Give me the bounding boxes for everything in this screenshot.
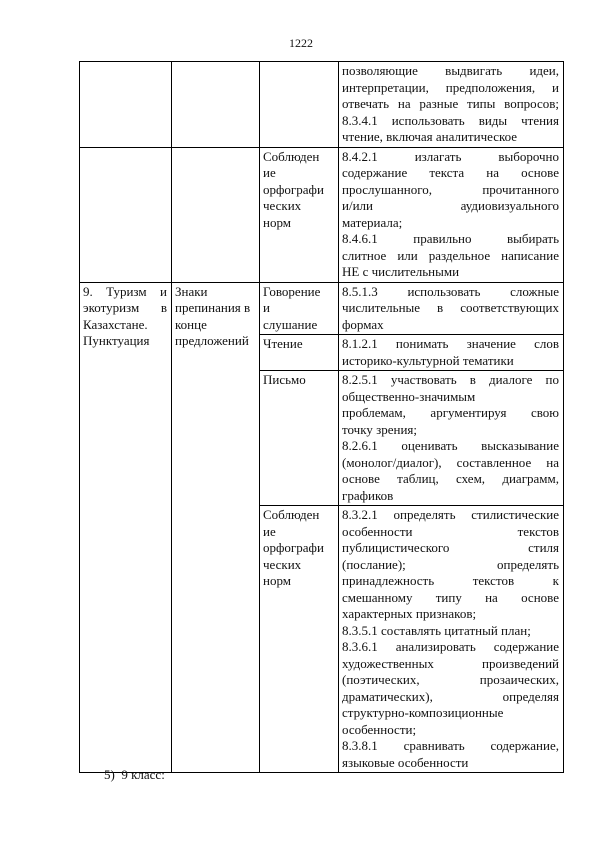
objective-line: (послание); определять [342,556,559,572]
skill-line: орфографи [263,181,324,197]
skill-cell [260,335,339,371]
objectives-cell [339,335,564,371]
objective-line: 8.5.1.3 использовать сложные [342,283,559,299]
objective-line: 8.2.6.1 оценивать высказывание [342,438,559,453]
objective-line: позволяющие выдвигать идеи, [342,63,559,78]
objective-line: историко-культурной тематики [342,352,514,368]
objective-line: структурно-композиционные [342,705,504,720]
section-cell [80,62,172,148]
objectives-cell [339,371,564,506]
objective-line: числительные в соответствующих [342,300,559,315]
objective-line: основе таблиц, схем, диаграмм, [342,471,559,486]
objective-line: 8.4.2.1 излагать выборочно [342,148,559,164]
objective-line: (монолог/диалог), составленное на [342,454,559,470]
objectives-cell [339,62,564,148]
objective-line: и/или аудиовизуального [342,198,559,213]
skill-line: ие [263,523,276,539]
objective-line: художественных произведений [342,655,559,671]
list-item-number: 5) [104,767,115,782]
topic-cell [172,147,260,282]
objective-line: содержание текста на основе [342,165,559,180]
skill-cell [260,62,339,148]
objectives-cell [339,147,564,282]
skill-line: норм [263,214,291,230]
topic-line: конце [175,316,207,332]
objective-line: материала; [342,214,403,230]
list-item [104,767,165,783]
skill-line: Соблюден [263,507,320,522]
skill-line: и [263,300,270,315]
objective-line: принадлежность текстов к [342,573,559,588]
table-row [80,282,564,335]
objective-line: особенности; [342,721,417,737]
page-number: 1222 [289,36,313,50]
skill-cell [260,147,339,282]
objective-line: общественно-значимым [342,388,476,404]
section-line: 9. Туризм и [83,283,167,299]
objective-line: формах [342,316,384,332]
topic-line: Знаки [175,283,208,299]
topic-line: предложений [175,333,249,348]
skill-cell [260,371,339,506]
skill-line: слушание [263,316,318,332]
objective-line: НЕ с числительными [342,264,460,279]
section-line: экотуризм в [83,300,167,315]
curriculum-table [79,61,564,773]
skill-line: Письмо [263,372,306,387]
topic-cell [172,282,260,773]
objective-line: 8.2.5.1 участвовать в диалоге по [342,372,559,387]
objective-line: точку зрения; [342,421,418,437]
table-row [80,147,564,282]
objective-line: графиков [342,487,394,503]
objective-line: 8.3.6.1 анализировать содержание [342,639,559,654]
objective-line: прослушанного, прочитанного [342,181,559,197]
topic-line: препинания в [175,300,251,315]
skill-line: норм [263,573,291,588]
section-line: Казахстане. [83,316,148,332]
objective-line: публицистического стиля [342,540,559,555]
table-row [80,62,564,148]
objective-line: отвечать на разные типы вопросов; [342,96,559,111]
section-cell [80,282,172,773]
objective-line: драматических), определяя [342,688,559,704]
skill-line: ческих [263,198,302,213]
skill-line: Говорение [263,283,321,299]
skill-line: ие [263,165,276,180]
objective-line: особенности текстов [342,523,559,539]
skill-line: ческих [263,556,302,572]
skill-line: Чтение [263,336,303,351]
objective-line: слитное или раздельное написание [342,247,559,263]
objectives-cell [339,282,564,335]
objective-line: проблемам, аргументируя свою [342,405,559,420]
skill-line: орфографи [263,540,324,555]
objective-line: 8.3.4.1 использовать виды чтения [342,112,559,128]
objectives-cell [339,506,564,773]
topic-cell [172,62,260,148]
skill-line: Соблюден [263,148,320,164]
section-cell [80,147,172,282]
objective-line: 8.3.8.1 сравнивать содержание, [342,738,559,753]
objective-line: (поэтических, прозаических, [342,672,559,687]
objective-line: 8.3.2.1 определять стилистические [342,507,559,522]
objective-line: смешанному типу на основе [342,589,559,605]
objective-line: языковые особенности [342,754,469,770]
list-item-text: 9 класс: [121,767,165,782]
objective-line: чтение, включая аналитическое [342,129,518,144]
objective-line: 8.4.6.1 правильно выбирать [342,231,559,246]
objective-line: характерных признаков; [342,606,477,621]
objective-line: 8.1.2.1 понимать значение слов [342,336,559,351]
section-line: Пунктуация [83,333,150,348]
skill-cell [260,506,339,773]
objective-line: 8.3.5.1 составлять цитатный план; [342,622,531,638]
skill-cell [260,282,339,335]
objective-line: интерпретации, предположения, и [342,79,559,95]
